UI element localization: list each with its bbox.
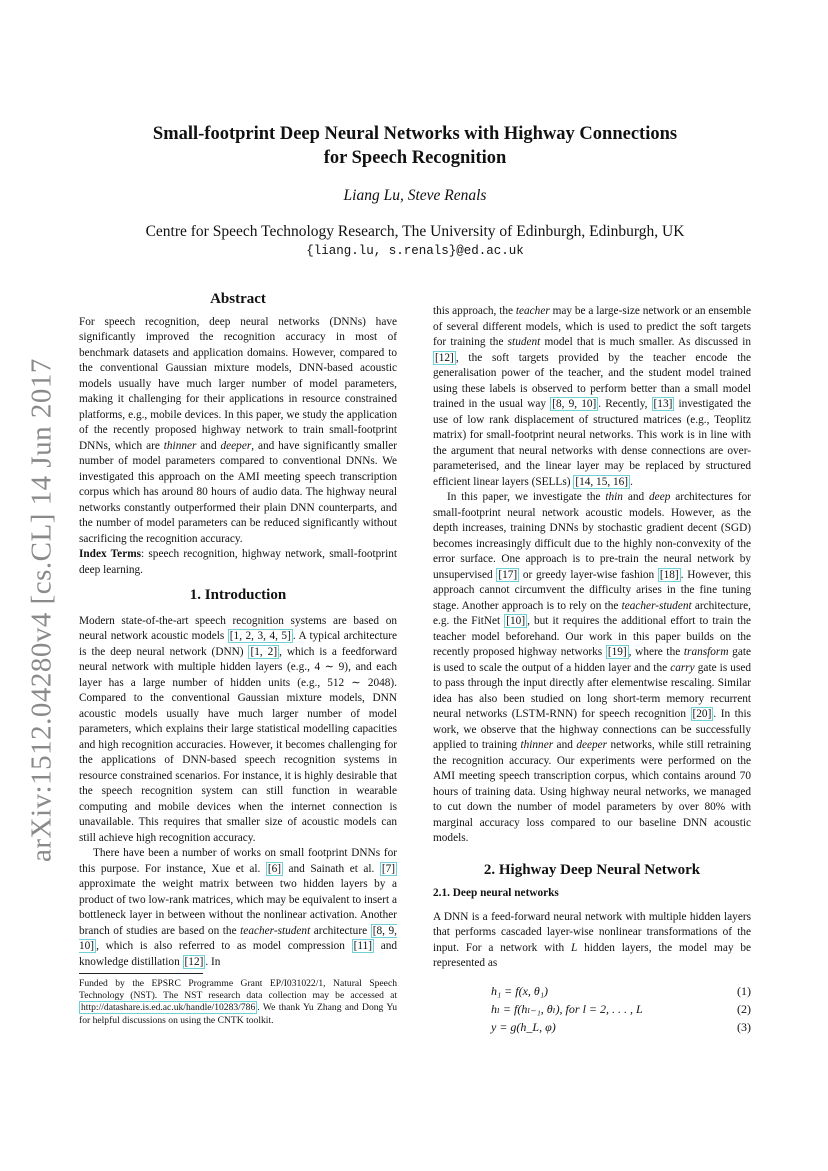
citation[interactable]: [1, 2, 3, 4, 5]: [229, 630, 291, 642]
equation-2-number: (2): [737, 1001, 751, 1016]
citation[interactable]: [18]: [659, 568, 679, 581]
footnote: Funded by the EPSRC Programme Grant EP/I031022/1, Natural Speech Technology (NST). The NST research data collection may be accessed at http://datashare.is.ed.ac.uk/handle/10283/786 . We thank Yu Zhang and Dong Yu for helpful discussions on using the CNTK toolkit.: [79, 978, 397, 1026]
title-line-2: for Speech Recognition: [323, 148, 507, 168]
citation[interactable]: [17]: [498, 568, 518, 581]
authors: Liang Lu, Steve Renals: [343, 187, 487, 204]
equation-1-body: h₁ = f(x, θ₁): [491, 983, 548, 998]
intro-paragraph-2: There have been a number of works on small footprint DNNs for this purpose. For instance, Xue et al. [6] and Sainath et al. [7] approximate the weight matrix between two hidden layers by a product of two low-rank matrices, which may be equivalent to insert a bottleneck layer in between without the nonlinear activation. Another branch of studies are based on the teacher-student architecture [8, 9, 10] , which is also referred to as model compression [11] and knowledge distillation [12] . In: [79, 847, 398, 968]
citation[interactable]: [12]: [184, 955, 204, 968]
equation-3: [433, 1020, 751, 1038]
datashare-link[interactable]: http://datashare.is.ed.ac.uk/handle/10283/786: [81, 1002, 256, 1014]
right-column: [433, 304, 751, 1038]
intro-heading: 1. Introduction: [189, 587, 287, 603]
affiliation: Centre for Speech Technology Research, The University of Edinburgh, Edinburgh, UK: [145, 223, 685, 240]
arxiv-stamp: arXiv:1512.04280v4 [cs.CL] 14 Jun 2017: [25, 358, 58, 862]
citation[interactable]: [13]: [653, 398, 673, 410]
equations: [433, 984, 751, 1038]
intro-paragraph-1: Modern state-of-the-art speech recognition systems are based on neural network acoustic models [1, 2, 3, 4, 5] . A typical architecture is the deep neural network (DNN) [1, 2] , which is a feedforward neural network with multiple hidden layers (e.g., 4 ∼ 9), and each layer has a large number of hidden units (e.g., 512 ∼ 2048). Compared to the conventional Gaussian mixture models, DNN acoustic models usually have much larger number of model parameters, which explains their large statistical modelling capacities and high recognition accuracies. However, it becomes challenging for the applications of DNN-based speech recognition systems in resource constrained scenarios. For instance, it is highly desirable that the speech recognition system can still function in wearable computing and mobile devices when the internet connection is unavailable. This requires that smaller size of acoustic models can still achieve high recognition accuracy.: [79, 614, 398, 844]
subsection-2-1-heading: 2.1. Deep neural networks: [433, 887, 559, 899]
equation-2: [433, 1002, 751, 1020]
citation[interactable]: [6]: [267, 862, 282, 875]
citation[interactable]: [8, 9, 10]: [552, 398, 597, 410]
paper-title: [110, 122, 720, 170]
index-terms: Index Terms: speech recognition, highway network, small-footprint deep learning.: [79, 548, 397, 576]
right-paragraph-1: this approach, the teacher may be a large-size network or an ensemble of several different models, which is used to predict the soft targets for training the student model that is much smaller. As discussed in [12] , the soft targets provided by the teacher encode the generalisation power of the teacher, and the student model trained using these labels is observed to perform better than a small model trained in the usual way [8, 9, 10] . Recently, [13] investigated the use of low rank displacement of structured matrices (e.g., Teoplitz matrix) for small-footprint neural networks. This work is in line with the argument that neural networks with dense connections are over-parameterised, and the linear layer may be replaced by structured efficient linear layers (SELLs) [14, 15, 16] .: [433, 305, 752, 488]
right-paragraph-2: In this paper, we investigate the thin and deep architectures for small-footprint neural network acoustic models. However, as the depth increases, training DNNs by stochastic gradient decent (SGD) becomes increasingly difficult due to the highly non-convexity of the error surface. One approach is to pre-train the neural network by unsupervised [17] or greedy layer-wise fashion [18] . However, this approach cannot circumvent the difficulty arises in the fine tuning stage. Another approach is to rely on the teacher-student architecture, e.g. the FitNet [10] , but it requires the additional effort to train the teacher model beforehand. Our work in this paper builds on the recently proposed highway networks [19] , where the transform gate is used to scale the output of a hidden layer and the carry gate is used to pass through the input directly after elementwise rescaling. Similar idea has also been studied on long short-term memory recurrent neural networks (LSTM-RNN) for speech recognition [20] . In this work, we observe that the highway connections can be successfully applied to training thinner and deeper networks, while still retraining the recognition accuracy. Our experiments were performed on the AMI meeting speech transcription corpus, which contains around 70 hours of training data. Using highway neural networks, we managed to cut down the number of model parameters by over 80% with marginal accuracy loss compared to our baseline DNN acoustic models.: [433, 491, 752, 844]
citation[interactable]: [14, 15, 16]: [575, 475, 629, 488]
abstract-heading: Abstract: [210, 291, 266, 307]
equation-3-number: (3): [737, 1019, 751, 1034]
citation[interactable]: [8, 9, 10]: [79, 924, 397, 952]
title-line-1: Small-footprint Deep Neural Networks with Highway Connections: [152, 124, 678, 144]
citation[interactable]: [19]: [607, 646, 627, 658]
footnote-rule: [79, 973, 203, 974]
dnn-paragraph: A DNN is a feed-forward neural network with multiple hidden layers that performs cascaded layer-wise nonlinear transformations of the input. For a network with L hidden layers, the model may be represented as: [433, 910, 751, 969]
citation[interactable]: [11]: [353, 940, 373, 952]
citation[interactable]: [10]: [506, 615, 526, 627]
equation-3-body: y = g(h_L, φ): [491, 1019, 556, 1034]
equation-2-body: hₗ = f(hₗ₋₁, θₗ), for l = 2, . . . , L: [491, 1001, 643, 1016]
equation-1-number: (1): [737, 983, 751, 998]
section-2-heading: 2. Highway Deep Neural Network: [483, 861, 701, 878]
citation[interactable]: [7]: [381, 862, 395, 875]
citation[interactable]: [1, 2]: [250, 645, 278, 658]
citation[interactable]: [12]: [435, 351, 454, 364]
equation-1: [433, 984, 751, 1002]
email: {liang.lu, s.renals}@ed.ac.uk: [306, 244, 524, 258]
abstract-text: For speech recognition, deep neural networks (DNNs) have significantly improved the recognition accuracy in most of benchmark datasets and application domains. However, compared to the conventional Gaussian mixture models, DNN-based acoustic models usually have much larger number of model parameters, making it challenging for their applications in resource constrained platforms, e.g., mobile devices. In this paper, we study the application of the recently proposed highway network to train small-footprint DNNs, which are thinner and deeper, and have significantly smaller number of model parameters compared to conventional DNNs. We investigated this approach on the AMI meeting speech transcription corpus which has around 80 hours of audio data. The highway neural networks constantly outperformed their plain DNN counterparts, and the number of model parameters can be reduced significantly without sacrificing the recognition accuracy.: [79, 315, 397, 545]
left-column: [79, 292, 397, 970]
citation[interactable]: [20]: [692, 708, 712, 720]
